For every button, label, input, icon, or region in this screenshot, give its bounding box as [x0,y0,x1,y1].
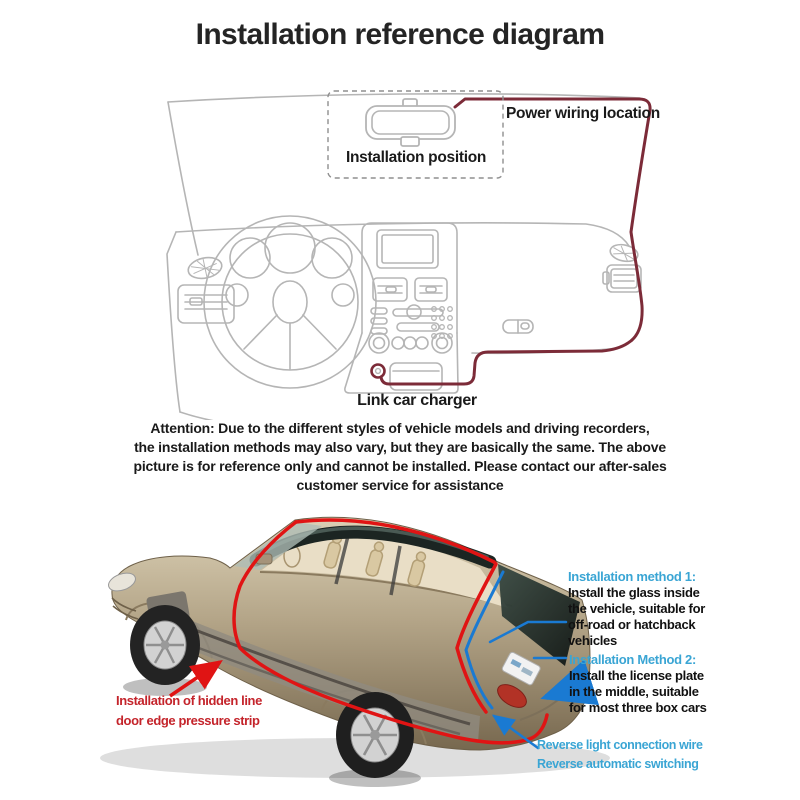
link-car-charger-label: Link car charger [357,392,477,409]
method1-text: vehicles [568,633,617,648]
reverse-light-text: Reverse light connection wire [537,738,703,752]
attention-note [0,419,800,495]
reverse-light-text: Reverse automatic switching [537,757,699,771]
dashboard-line-art [140,80,680,420]
method1-text: the vehicle, suitable for [568,601,705,616]
steering-wheel [204,216,376,388]
method2-text: in the middle, suitable [569,684,699,699]
method2-text: Install the license plate [569,668,704,683]
attention-line: the installation methods may also vary, but they are basically the same. The above [134,439,666,455]
glovebox-handle [503,320,533,333]
left-speaker-grille [186,255,223,282]
reverse-light-label [537,736,703,774]
right-air-vent [603,265,641,292]
console-vent-left [373,278,407,301]
console-vent-right [415,278,447,301]
power-wire-route [381,99,650,384]
power-wiring-label: Power wiring location [506,105,660,122]
attention-line: Attention: Due to the different styles of vehicle models and driving recorders, [150,420,650,436]
console-tray [390,363,442,390]
attention-line: picture is for reference only and cannot be installed. Please contact our after-sales [133,458,667,474]
page-title: Installation reference diagram [195,18,605,51]
method1-text: Install the glass inside [568,585,700,600]
method1-text: off-road or hatchback [568,617,696,632]
center-console [345,223,458,393]
attention-line: customer service for assistance [296,477,504,493]
method1-heading: Installation method 1: [568,569,696,584]
installation-position-label: Installation position [345,149,487,166]
method2-label [569,652,707,716]
method2-text: for most three box cars [569,700,707,715]
rear-view-mirror [366,99,455,146]
car-charger-plug [372,365,385,378]
hidden-line-label [116,691,262,731]
hidden-line-text: door edge pressure strip [116,713,260,728]
hidden-line-text: Installation of hidden line [116,693,262,708]
front-wheel [130,605,200,685]
method2-heading: Installation Method 2: [569,652,697,667]
method1-label [568,569,705,649]
